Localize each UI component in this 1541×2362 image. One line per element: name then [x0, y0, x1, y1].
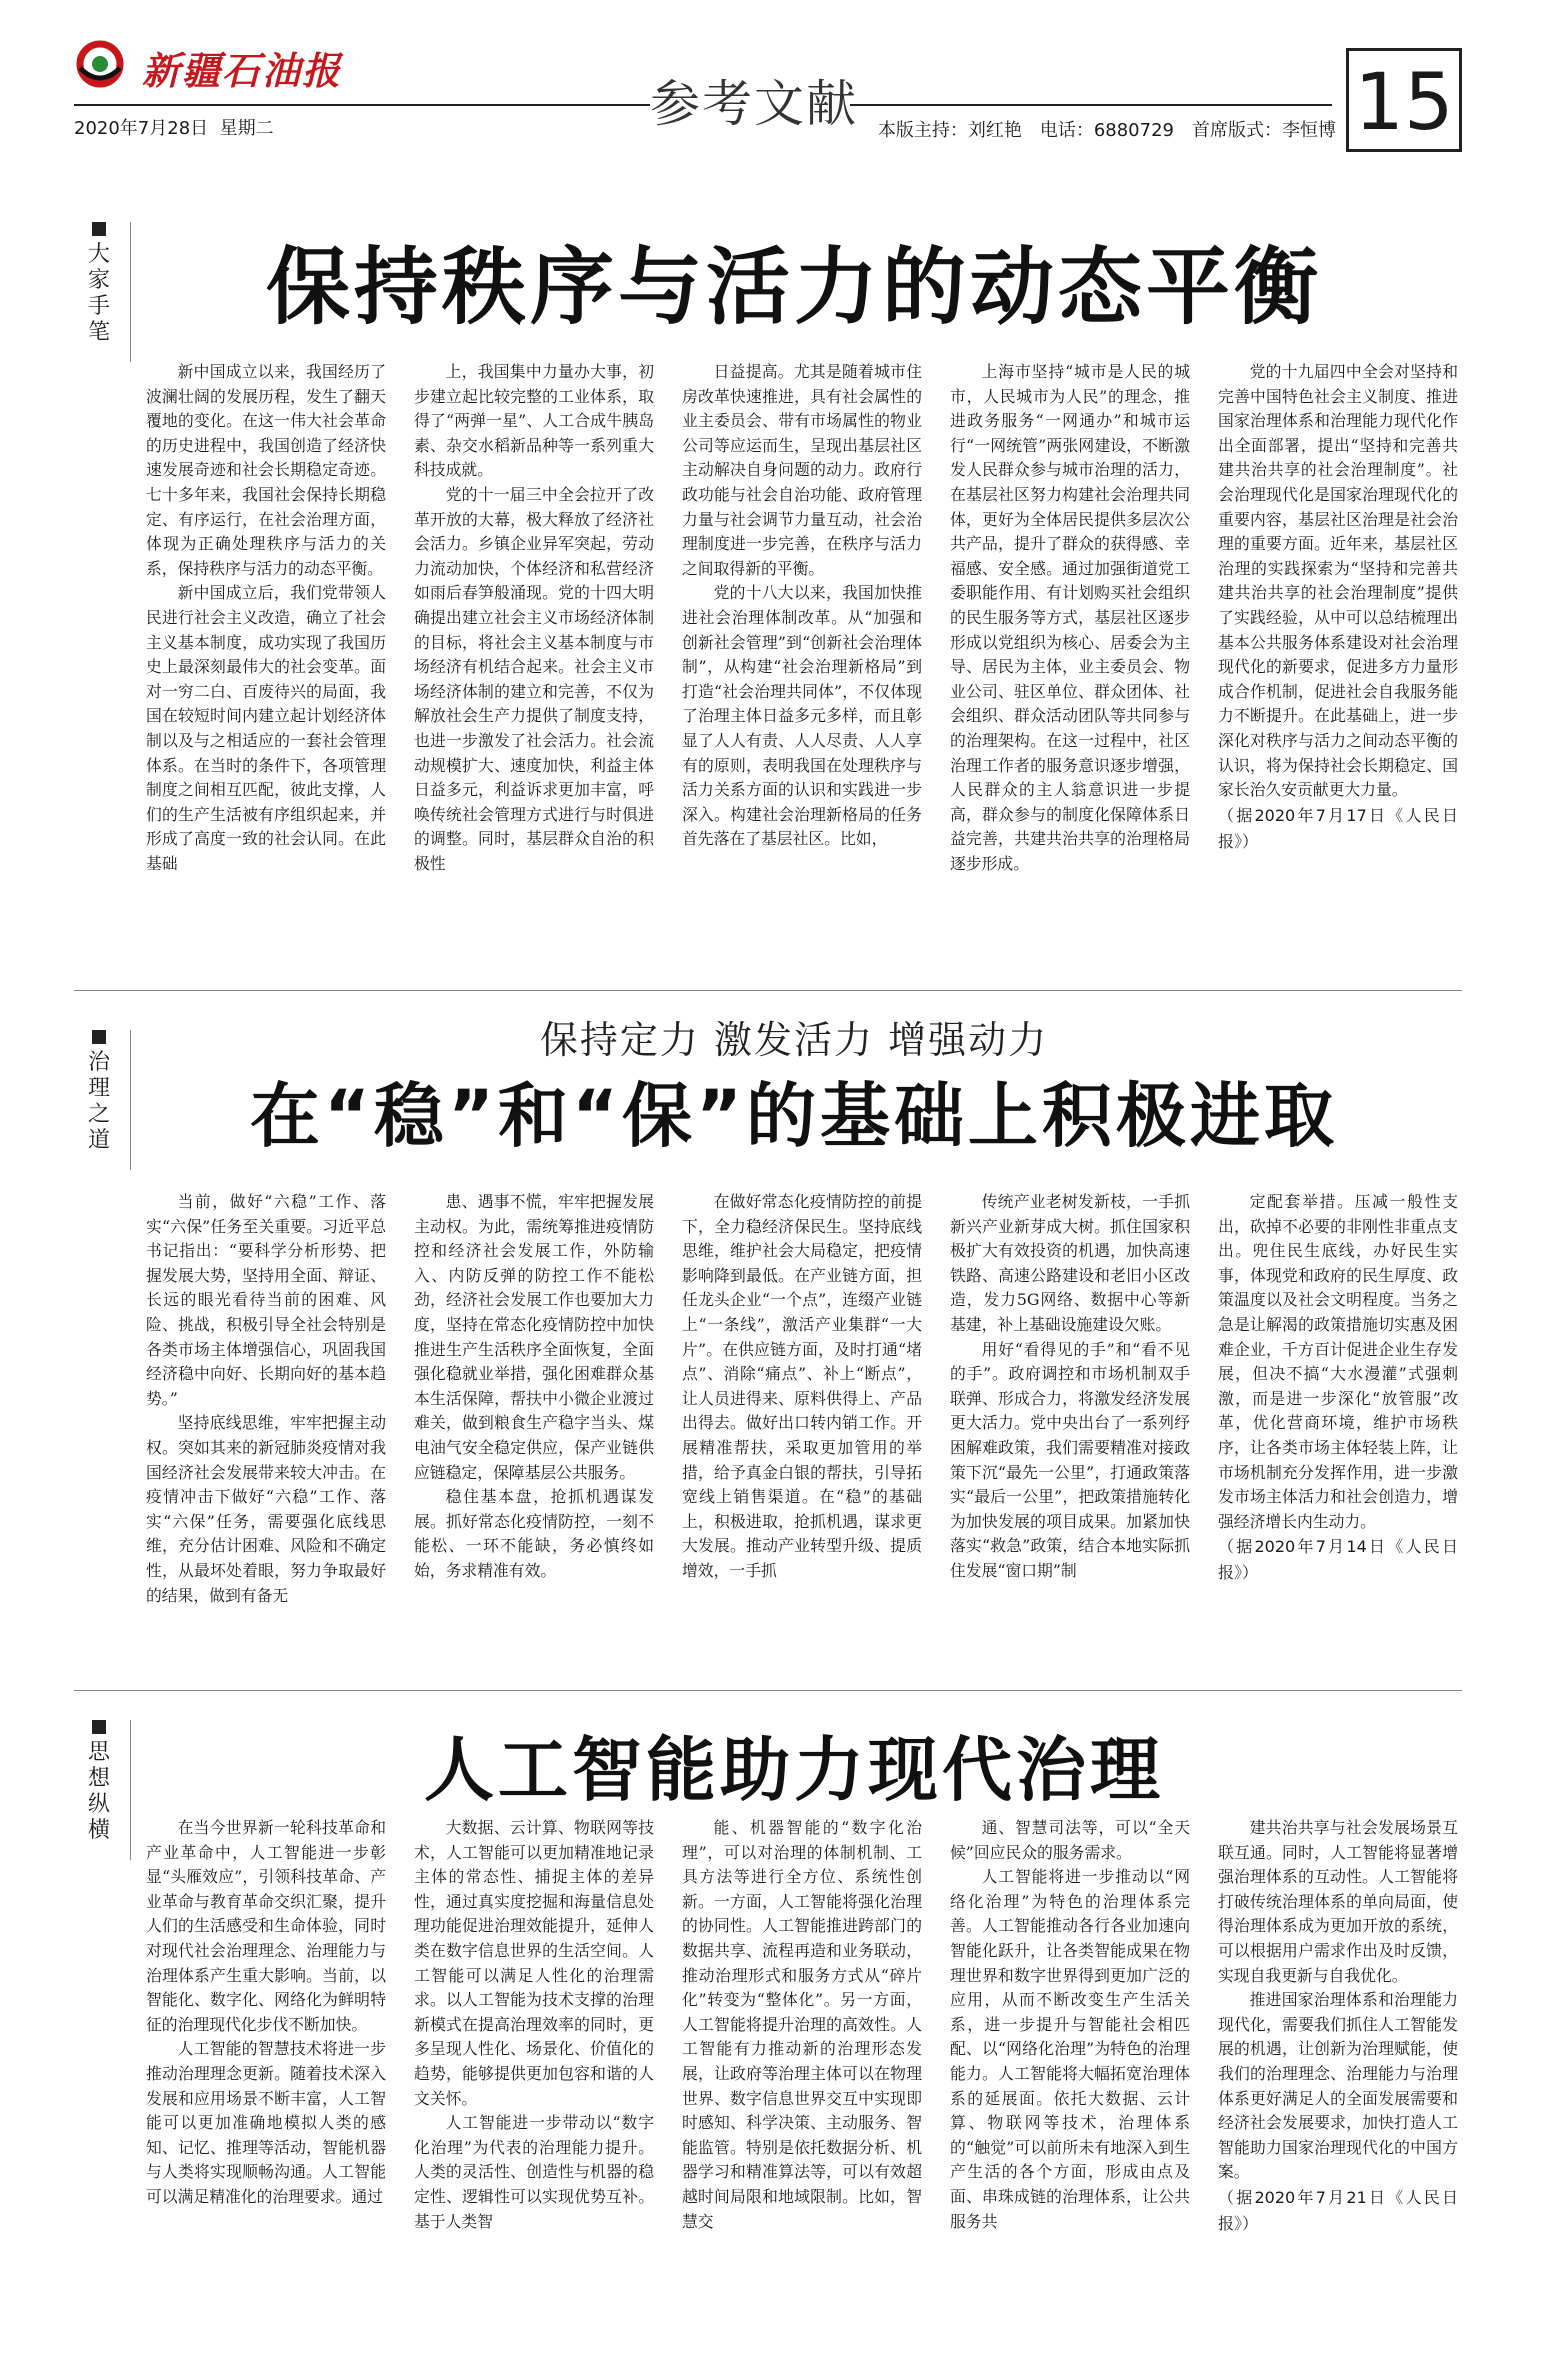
masthead — [0, 0, 1541, 160]
headline: 人工智能助力现代治理 — [424, 1729, 1164, 1811]
text-column — [1218, 1816, 1458, 2336]
paragraph: 新中国成立后，我们党带领人民进行社会主义改造，确立了社会主义基本制度，成功实现了我国历史上最深刻最伟大的社会变革。面对一穷二白、百废待兴的局面，我国在较短时间内建立起计划经济体制以及与之相适应的一套社会管理体系。在当时的条件下，各项管理制度之间相互匹配，彼此支撑，人们的生产生活被有序组织起来，并形成了高度一致的社会认同。在此基础 — [146, 583, 386, 873]
text-column — [146, 360, 386, 950]
paragraph: 能、机器智能的“数字化治理”，可以对治理的体制机制、工具方法等进行全方位、系统性创新。一方面，人工智能将强化治理的协同性。人工智能推进跨部门的数据共享、流程再造和业务联动，推动治理形式和服务方式从“碎片化”转变为“整体化”。另一方面，人工智能将提升治理的高效性。人工智能有力推动新的治理形态发展，让政府等治理主体可以在物理世界、数字信息世界交互中实现即时感知、科学决策、主动服务、智能监管。特别是依托数据分析、机器学习和精准算法等，可以有效超越时间局限和地域限制。比如，智慧交 — [682, 1818, 922, 2231]
paragraph: 在当今世界新一轮科技革命和产业革命中，人工智能进一步彰显“头雁效应”，引领科技革命、产业革命与教育革命交织汇聚，提升人们的生活感受和生命体验，同时对现代社会治理理念、治理能力与治理体系产生重大影响。当前，以智能化、数字化、网络化为鲜明特征的治理现代化步伐不断加快。 — [146, 1818, 386, 2034]
article-body — [146, 360, 1464, 950]
text-column — [682, 1816, 922, 2336]
paragraph: 患、遇事不慌，牢牢把握发展主动权。为此，需统筹推进疫情防控和经济社会发展工作，外防输入、内防反弹的防控工作不能松劲，经济社会发展工作也要加大力度，坚持在常态化疫情防控中加快推进生产生活秩序全面恢复，全面强化稳就业举措，强化困难群众基本生活保障，帮扶中小微企业渡过难关，做到粮食生产稳字当头、煤电油气安全稳定供应，保产业链供应链稳定，保障基层公共服务。 — [414, 1192, 654, 1482]
paragraph: 通、智慧司法等，可以“全天候”回应民众的服务需求。 — [950, 1818, 1190, 1862]
square-bullet-icon — [92, 222, 106, 236]
source-note: （据2020年7月21日《人民日报》） — [1218, 2187, 1458, 2233]
newspaper-name: 新疆石油报 — [142, 48, 343, 93]
column-tag-rule — [130, 1030, 131, 1170]
column-tag-char: 之 — [87, 1102, 110, 1127]
logo-emblem-icon — [74, 38, 126, 90]
column-tag — [84, 222, 114, 346]
paragraph: 党的十八大以来，我国加快推进社会治理体制改革。从“加强和创新社会管理”到“创新社会治理体制”，从构建“社会治理新格局”到打造“社会治理共同体”，不仅体现了治理主体日益多元多样，而且彰显了人人有责、人人尽责、人人享有的原则，表明我国在处理秩序与活力关系方面的认识和实践进一步深入。构建社会治理新格局的任务首先落在了基层社区。比如， — [682, 583, 922, 849]
headline: 在“稳”和“保”的基础上积极进取 — [249, 1075, 1339, 1157]
column-tag-char: 道 — [87, 1128, 110, 1153]
text-column — [414, 1816, 654, 2336]
paragraph: 推进国家治理体系和治理能力现代化，需要我们抓住人工智能发展的机遇，让创新为治理赋能，使我们的治理理念、治理能力与治理体系更好满足人的全面发展需要和经济社会发展要求，加快打造人工智能助力国家治理现代化的中国方案。 — [1218, 1990, 1458, 2182]
paragraph: 人工智能进一步带动以“数字化治理”为代表的治理能力提升。人类的灵活性、创造性与机器的稳定性、逻辑性可以实现优势互补。基于人类智 — [414, 2113, 654, 2231]
source-note: （据2020年7月17日《人民日报》） — [1218, 805, 1458, 851]
text-column — [1218, 1190, 1458, 1630]
column-tag-char: 治 — [87, 1050, 110, 1075]
paragraph: 坚持底线思维，牢牢把握主动权。突如其来的新冠肺炎疫情对我国经济社会发展带来较大冲击。在疫情冲击下做好“六稳”工作、落实“六保”任务，需要强化底线思维，充分估计困难、风险和不确定性，从最坏处着眼，努力争取最好的结果，做到有备无 — [146, 1413, 386, 1605]
article-body — [146, 1190, 1464, 1630]
square-bullet-icon — [92, 1720, 106, 1734]
paragraph: 大数据、云计算、物联网等技术，人工智能可以更加精准地记录主体的常态性、捕捉主体的差异性，通过真实度挖掘和海量信息处理功能促进治理效能提升，延伸人类在数字信息世界的生活空间。人工智能可以满足人性化的治理需求。以人工智能为技术支撑的治理新模式在提高治理效率的同时，更多呈现人性化、场景化、价值化的趋势，能够提供更加包容和谐的人文关怀。 — [414, 1818, 654, 2108]
paragraph: 党的十九届四中全会对坚持和完善中国特色社会主义制度、推进国家治理体系和治理能力现代化作出全面部署，提出“坚持和完善共建共治共享的社会治理制度”。社会治理现代化是国家治理现代化的重要内容，基层社区治理是社会治理的重要方面。近年来，基层社区治理的实践探索为“坚持和完善共建共治共享的社会治理制度”提供了实践经验，从中可以总结梳理出基本公共服务体系建设对社会治理现代化的新要求，促进多方力量形成合作机制，促进社会自我服务能力不断提升。在此基础上，进一步深化对秩序与活力之间动态平衡的认识，将为保持社会长期稳定、国家长治久安贡献更大力量。 — [1218, 362, 1458, 800]
paragraph: 建共治共享与社会发展场景互联互通。同时，人工智能将显著增强治理体系的互动性。人工智能将打破传统治理体系的单向局面，使得治理体系成为更加开放的系统，可以根据用户需求作出及时反馈，实现自我更新与自我优化。 — [1218, 1818, 1458, 1985]
kicker: 保持定力 激发活力 增强动力 — [539, 1018, 1049, 1062]
date-text: 2020年7月28日 — [74, 118, 209, 139]
text-column — [950, 1190, 1190, 1630]
column-tag-rule — [130, 1720, 131, 1860]
paragraph: 定配套举措。压减一般性支出，砍掉不必要的非刚性非重点支出。兜住民生底线，办好民生实事，体现党和政府的民生厚度、政策温度以及社会文明程度。当务之急是让解渴的政策措施切实惠及困难企业，千方百计促进企业生存发展，但决不搞“大水漫灌”式强刺激，而是进一步深化“放管服”改革，优化营商环境，维护市场秩序，让各类市场主体轻装上阵，让市场机制充分发挥作用，进一步激发市场主体活力和社会创造力，增强经济增长内生动力。 — [1218, 1192, 1458, 1531]
paragraph: 日益提高。尤其是随着城市住房改革快速推进，具有社会属性的业主委员会、带有市场属性的物业公司等应运而生，呈现出基层社区主动解决自身问题的动力。政府行政功能与社会自治功能、政府管理力量与社会调节力量互动，社会治理制度进一步完善，在秩序与活力之间取得新的平衡。 — [682, 362, 922, 578]
column-tag-char: 理 — [87, 1076, 110, 1101]
column-tag-char: 横 — [87, 1818, 110, 1843]
column-tag-char: 思 — [87, 1740, 110, 1765]
text-column — [682, 1190, 922, 1630]
text-column — [950, 1816, 1190, 2336]
text-column — [146, 1190, 386, 1630]
text-column — [414, 360, 654, 950]
text-column — [950, 360, 1190, 950]
column-tag — [84, 1030, 114, 1154]
paragraph: 用好“看得见的手”和“看不见的手”。政府调控和市场机制双手联弹、形成合力，将激发经济发展更大活力。党中央出台了一系列纾困解难政策，我们需要精准对接政策下沉“最先一公里”，打通政策落实“最后一公里”，把政策措施转化为加快发展的项目成果。加紧加快落实“救急”政策，结合本地实际抓住发展“窗口期”制 — [950, 1339, 1190, 1580]
paragraph: 党的十一届三中全会拉开了改革开放的大幕，极大释放了经济社会活力。乡镇企业异军突起，劳动力流动加快，个体经济和私营经济如雨后春笋般涌现。党的十四大明确提出建立社会主义市场经济体制的目标，将社会主义基本制度与市场经济有机结合起来。社会主义市场经济体制的建立和完善，不仅为解放社会生产力提供了制度支持，也进一步激发了社会活力。社会流动规模扩大、速度加快，利益主体日益多元，利益诉求更加丰富，呼唤传统社会管理方式进行与时俱进的调整。同时，基层群众自治的积极性 — [414, 484, 654, 873]
paragraph: 在做好常态化疫情防控的前提下，全力稳经济保民生。坚持底线思维，维护社会大局稳定，把疫情影响降到最低。在产业链方面，担任龙头企业“一个点”，连缀产业链上“一条线”，激活产业集群“一大片”。在供应链方面，及时打通“堵点”、消除“痛点”、补上“断点”，让人员进得来、原料供得上、产品出得去。做好出口转内销工作。开展精准帮扶，采取更加管用的举措，给予真金白银的帮扶，引导拓宽线上销售渠道。在“稳”的基础上，积极进取，抢抓机遇，谋求更大发展。推动产业转型升级、提质增效，一手抓 — [682, 1192, 922, 1580]
column-tag-char: 纵 — [87, 1792, 110, 1817]
column-tag-char: 大 — [87, 242, 110, 267]
column-tag-char: 家 — [87, 268, 110, 293]
paragraph: 人工智能的智慧技术将进一步推动治理理念更新。随着技术深入发展和应用场景不断丰富，人工智能可以更加准确地模拟人类的感知、记忆、推理等活动，智能机器与人类将实现顺畅沟通。人工智能可以满足精准化的治理要求。通过 — [146, 2039, 386, 2206]
text-column — [414, 1190, 654, 1630]
text-column — [146, 1816, 386, 2336]
weekday-text: 星期二 — [219, 118, 274, 139]
article-2 — [74, 1010, 1462, 1640]
newspaper-logo — [74, 34, 343, 94]
section-title: 参考文献 — [650, 64, 850, 136]
paragraph: 传统产业老树发新枝，一手抓新兴产业新芽成大树。抓住国家积极扩大有效投资的机遇，加快高速铁路、高速公路建设和老旧小区改造，发力5G网络、数据中心等新基建，补上基础设施建设欠账。 — [950, 1192, 1190, 1334]
article-divider — [74, 990, 1462, 991]
paragraph: 上，我国集中力量办大事，初步建立起比较完整的工业体系，取得了“两弹一星”、人工合成牛胰岛素、杂交水稻新品种等一系列重大科技成就。 — [414, 362, 654, 480]
article-1 — [74, 210, 1462, 970]
issue-date — [74, 114, 274, 140]
column-tag-char: 手 — [87, 294, 110, 319]
source-note: （据2020年7月14日《人民日报》） — [1218, 1537, 1458, 1583]
column-tag — [84, 1720, 114, 1844]
paragraph: 稳住基本盘，抢抓机遇谋发展。抓好常态化疫情防控，一刻不能松、一环不能缺，务必慎终如始，务求精准有效。 — [414, 1487, 654, 1580]
column-tag-rule — [130, 222, 131, 362]
paragraph: 上海市坚持“城市是人民的城市，人民城市为人民”的理念，推进政务服务“一网通办”和城市运行“一网统管”两张网建设，不断激发人民群众参与城市治理的活力，在基层社区努力构建社会治理共同体，更好为全体居民提供多层次公共产品，提升了群众的获得感、幸福感、安全感。通过加强街道党工委职能作用、有计划购买社会组织的民生服务等方式，基层社区逐步形成以党组织为核心、居委会为主导、居民为主体，业主委员会、物业公司、驻区单位、群众团体、社会组织、群众活动团队等共同参与的治理架构。在这一过程中，社区治理工作者的服务意识逐步增强，人民群众的主人翁意识进一步提高，群众参与的制度化保障体系日益完善，共建共治共享的治理格局逐步形成。 — [950, 362, 1190, 873]
column-tag-char: 想 — [87, 1766, 110, 1791]
page-number: 15 — [1346, 48, 1462, 152]
paragraph: 新中国成立以来，我国经历了波澜壮阔的发展历程，发生了翻天覆地的变化。在这一伟大社会革命的历史进程中，我国创造了经济快速发展奇迹和社会长期稳定奇迹。七十多年来，我国社会保持长期稳定、有序运行，在社会治理方面，体现为正确处理秩序与活力的关系，保持秩序与活力的动态平衡。 — [146, 362, 386, 578]
column-tag-char: 笔 — [87, 320, 110, 345]
article-3 — [74, 1710, 1462, 2340]
text-column — [1218, 360, 1458, 950]
square-bullet-icon — [92, 1030, 106, 1044]
editor-credits: 本版主持：刘红艳 电话：6880729 首席版式：李恒博 — [877, 120, 1336, 141]
paragraph: 人工智能将进一步推动以“网络化治理”为特色的治理体系完善。人工智能推动各行各业加速向智能化跃升，让各类智能成果在物理世界和数字世界得到更加广泛的应用，从而不断改变生产生活关系，进一步提升与智能社会相匹配、以“网络化治理”为特色的治理能力。人工智能将大幅拓宽治理体系的延展面。依托大数据、云计算、物联网等技术，治理体系的“触觉”可以前所未有地深入到生产生活的各个方面，形成由点及面、串珠成链的治理体系，让公共服务共 — [950, 1867, 1190, 2231]
headline: 保持秩序与活力的动态平衡 — [265, 238, 1322, 336]
article-divider — [74, 1690, 1462, 1691]
paragraph: 当前，做好“六稳”工作、落实“六保”任务至关重要。习近平总书记指出：“要科学分析形势、把握发展大势，坚持用全面、辩证、长远的眼光看待当前的困难、风险、挑战，积极引导全社会特别是各类市场主体增强信心，巩固我国经济稳中向好、长期向好的基本趋势。” — [146, 1192, 386, 1408]
text-column — [682, 360, 922, 950]
article-body — [146, 1816, 1464, 2336]
